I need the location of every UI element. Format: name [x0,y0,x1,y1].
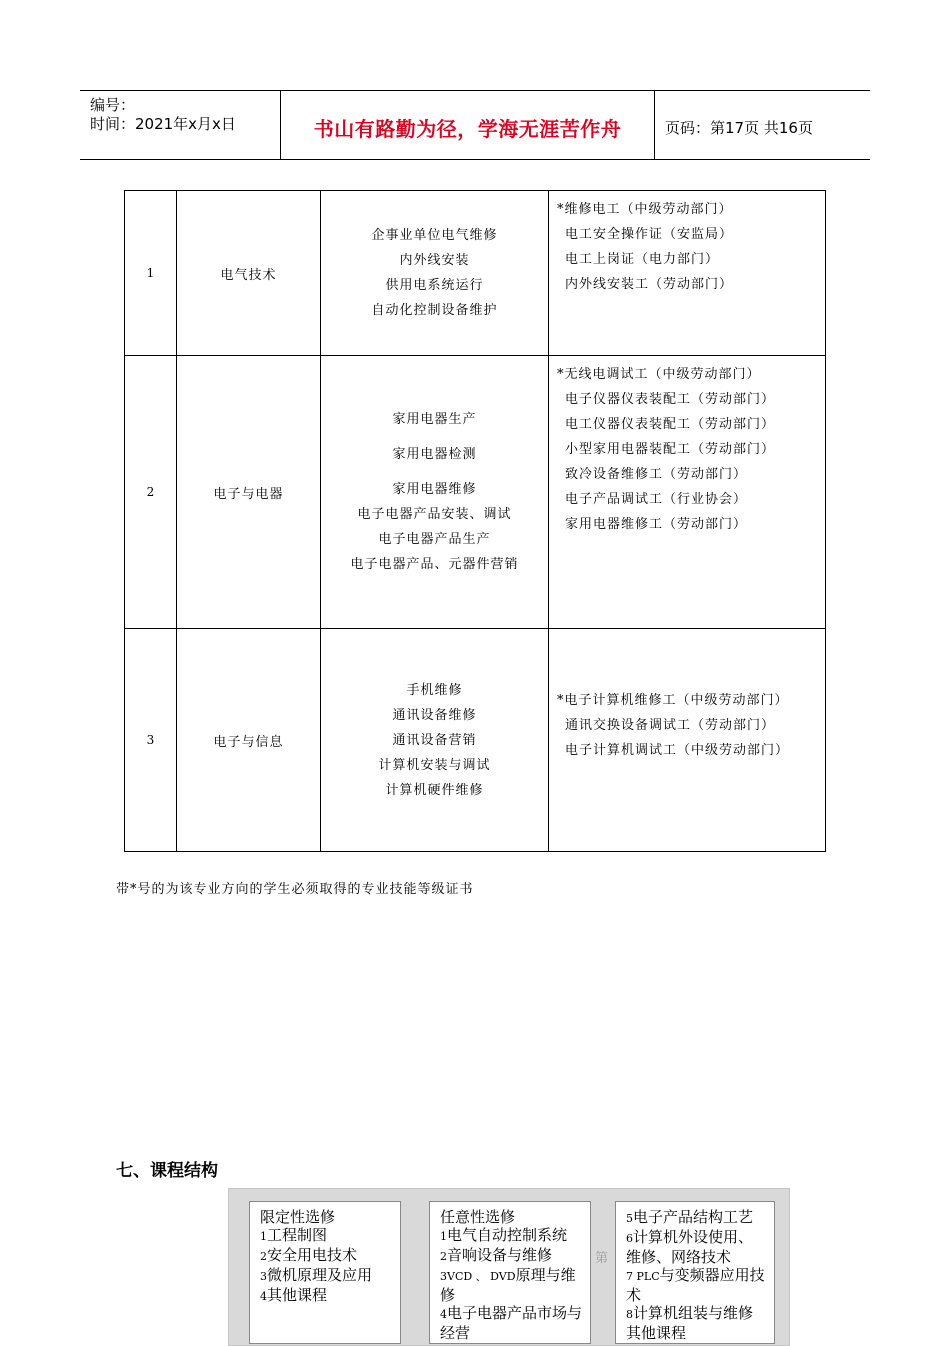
certificate-item: *电子计算机维修工（中级劳动部门） [557,692,789,708]
job-item: 计算机安装与调试 [378,757,491,773]
doc-time: 时间：2021年x月x日 [90,115,236,133]
course-item [260,1266,392,1286]
course-name: 其他课程 [267,1286,328,1304]
certificate-item: 致冷设备维修工（劳动部门） [565,467,748,482]
course-number: 1 [440,1230,447,1243]
header-center-cell [281,91,655,159]
course-name: 电气自动控制系统 [447,1226,568,1244]
page-number: 页码：第17页 共16页 [665,119,813,137]
course-name: 与变频器应用技术 [626,1266,765,1304]
doc-number-label: 编号： [90,96,136,114]
course-number: 3VCD 、 DVD [440,1270,516,1283]
job-item: 家用电器生产 [392,412,477,427]
faded-page-char: 第 [595,1251,609,1266]
course-name: 微机原理及应用 [267,1266,373,1284]
course-name: 电子产品结构工艺 [633,1208,754,1226]
course-name: 工程制图 [267,1226,328,1244]
course-name: 计算机组装与维修 [633,1304,754,1322]
table-row [125,356,826,629]
optional-elective-box [429,1201,591,1344]
course-item [260,1286,392,1306]
job-item: 电子电器产品安装、调试 [357,507,512,522]
section-heading: 七、课程结构 [116,1161,218,1181]
elective-continuation-box [615,1201,775,1344]
job-item: 电子电器产品生产 [378,532,491,547]
table-footnote: 带*号的为该专业方向的学生必须取得的专业技能等级证书 [116,882,474,897]
certificate-item: 电工仪器仪表装配工（劳动部门） [565,417,776,432]
certificate-item: 电子产品调试工（行业协会） [565,492,748,507]
course-number: 6 [626,1232,633,1245]
course-item [626,1266,766,1304]
job-item: 电子电器产品、元器件营销 [350,557,519,572]
certificate-item: 电工上岗证（电力部门） [565,252,720,267]
course-number: 5 [626,1212,633,1225]
course-item [260,1246,392,1266]
certificate-item: *维修电工（中级劳动部门） [557,202,733,217]
certificate-item: 通讯交换设备调试工（劳动部门） [565,717,776,733]
header-left-cell [80,91,281,159]
row-number: 2 [125,356,177,629]
certificate-item: 小型家用电器装配工（劳动部门） [565,442,776,457]
course-number: 1 [260,1230,267,1243]
course-number: 3 [260,1270,267,1283]
job-item: 供用电系统运行 [385,278,484,293]
major-name: 电子与电器 [177,356,321,629]
header-motto: 书山有路勤为径，学海无涯苦作舟 [313,117,622,141]
certificate-item: 家用电器维修工（劳动部门） [565,517,748,532]
certificate-item: 电子仪器仪表装配工（劳动部门） [565,392,776,407]
course-item [626,1228,766,1266]
job-item: 通讯设备维修 [392,707,477,723]
course-item [626,1304,766,1324]
course-item [626,1324,766,1344]
job-item: 手机维修 [406,682,463,698]
course-item [440,1246,582,1266]
course-item [260,1226,392,1246]
box-title: 限定性选修 [260,1208,336,1226]
course-structure-diagram [228,1188,790,1346]
course-item [440,1226,582,1246]
job-item: 企事业单位电气维修 [371,228,498,243]
certificate-item: 电子计算机调试工（中级劳动部门） [565,742,790,758]
job-list [321,191,549,356]
restricted-elective-box [249,1201,401,1344]
job-list [321,356,549,629]
page-header [80,90,870,160]
course-number: 2 [440,1250,447,1263]
job-item: 家用电器维修 [392,482,477,497]
course-name: 原理与维修 [440,1266,576,1304]
course-name: 其他课程 [626,1324,687,1342]
certificate-table [124,190,826,852]
course-number: 4 [260,1290,267,1303]
course-item [626,1208,766,1228]
job-list [321,629,549,852]
job-item: 家用电器检测 [392,447,477,462]
course-name: 音响设备与维修 [447,1246,553,1264]
job-item: 计算机硬件维修 [385,782,484,798]
course-name: 电子电器产品市场与经营 [440,1304,583,1342]
course-item [440,1304,582,1342]
certificate-item: 内外线安装工（劳动部门） [565,277,734,292]
course-number: 4 [440,1308,447,1321]
course-name: 计算机外设使用、维修、网络技术 [626,1228,754,1266]
table-row [125,191,826,356]
job-item: 通讯设备营销 [392,732,477,748]
certificate-list [549,629,826,852]
table-row [125,629,826,852]
certificate-list [549,356,826,629]
major-name: 电气技术 [177,191,321,356]
row-number: 3 [125,629,177,852]
course-name: 安全用电技术 [267,1246,358,1264]
course-number: 8 [626,1308,633,1321]
certificate-list [549,191,826,356]
major-name: 电子与信息 [177,629,321,852]
box-title: 任意性选修 [440,1208,516,1226]
course-item [440,1266,582,1304]
certificate-item: 电工安全操作证（安监局） [565,227,734,242]
course-number: 7 PLC [626,1270,660,1283]
course-number: 2 [260,1250,267,1263]
certificate-item: *无线电调试工（中级劳动部门） [557,367,761,382]
job-item: 自动化控制设备维护 [371,303,498,318]
job-item: 内外线安装 [399,253,470,268]
row-number: 1 [125,191,177,356]
header-right-cell [655,91,870,159]
